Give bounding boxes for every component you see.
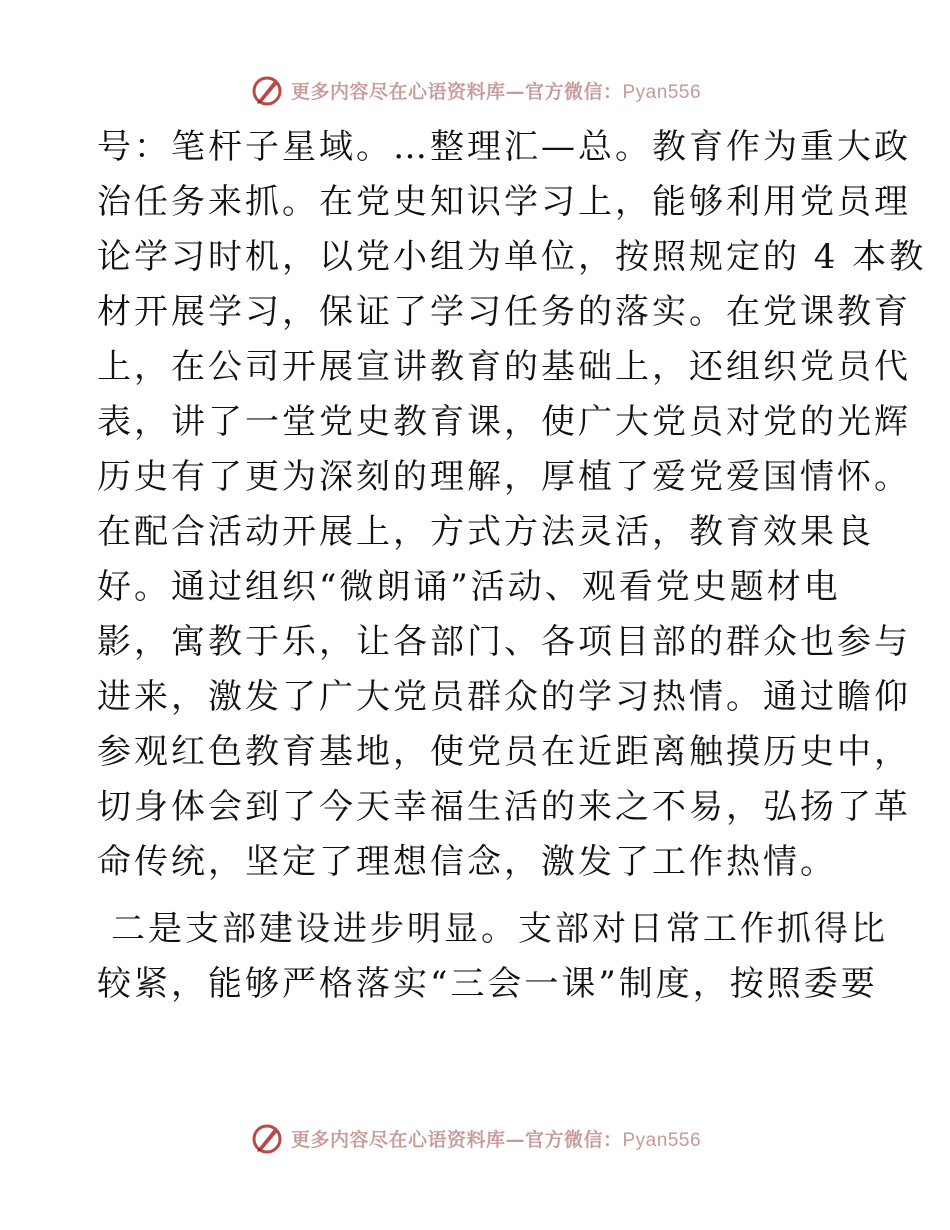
paragraph — [97, 120, 927, 890]
paragraph-spacer — [97, 890, 857, 902]
text-line: 在配合活动开展上，方式方法灵活，教育效果良 — [97, 512, 874, 552]
text-line: 材开展学习，保证了学习任务的落实。在党课教育 — [97, 292, 911, 332]
text-line: 上，在公司开展宣讲教育的基础上，还组织党员代 — [97, 347, 911, 387]
text-line: 影，寓教于乐，让各部门、各项目部的群众也参与 — [97, 622, 911, 662]
text-line: 命传统，坚定了理想信念，激发了工作热情。 — [97, 842, 837, 882]
text-line: 历史有了更为深刻的理解，厚植了爱党爱国情怀。 — [97, 457, 911, 497]
text-line: 二是支部建设进步明显。支部对日常工作抓得比 — [111, 909, 888, 949]
text-line: 参观红色教育基地，使党员在近距离触摸历史中， — [97, 732, 911, 772]
text-line: 号：笔杆子星域。…整理汇—总。教育作为重大政 — [97, 127, 911, 167]
header-watermark — [0, 70, 950, 110]
watermark-text: 更多内容尽在心语资料库—官方微信：Pyan556 — [290, 1128, 702, 1151]
text-line: 治任务来抓。在党史知识学习上，能够利用党员理 — [97, 182, 911, 222]
text-line: 切身体会到了今天幸福生活的来之不易，弘扬了革 — [97, 787, 911, 827]
paragraph — [97, 902, 888, 1012]
text-line: 进来，激发了广大党员群众的学习热情。通过瞻仰 — [97, 677, 911, 717]
text-line: 表，讲了一堂党史教育课，使广大党员对党的光辉 — [97, 402, 911, 442]
text-line: 好。通过组织“微朗诵”活动、观看党史题材电 — [97, 567, 841, 607]
pen-circle-logo-icon — [249, 72, 285, 108]
document-body — [97, 120, 927, 1012]
pen-circle-logo-icon — [249, 1120, 285, 1156]
footer-watermark — [0, 1118, 950, 1158]
text-line: 论学习时机，以党小组为单位，按照规定的 4 本教 — [97, 237, 927, 277]
text-line: 较紧，能够严格落实“三会一课”制度，按照委要 — [97, 964, 878, 1004]
watermark-text: 更多内容尽在心语资料库—官方微信：Pyan556 — [290, 80, 702, 103]
